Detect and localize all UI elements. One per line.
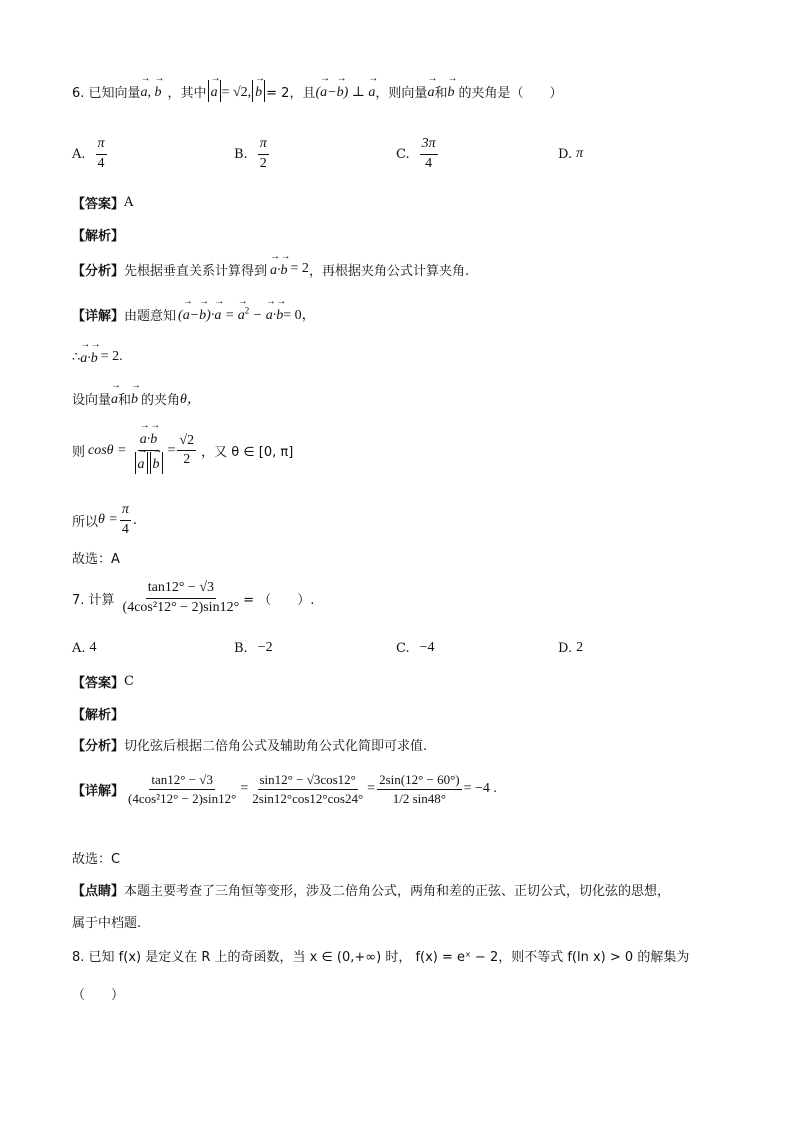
q6-set: 设向量 → a 和 → b 的夹角 θ， (72, 388, 201, 408)
q6-cond: → a = √2,→ b (207, 80, 267, 102)
q6-choose (72, 548, 120, 567)
option-label: A. (72, 146, 86, 162)
option-text: −2 (257, 640, 273, 655)
q8-paren-text: （ ） (72, 988, 125, 1003)
q6-cond-a: = √2, (221, 85, 252, 100)
frac-den: (4cos²12° − 2)sin12° (128, 790, 237, 806)
q6-fenxi: 【分析】 先根据垂直关系计算得到 → a·→ b = 2 ，再根据夹角公式计算夹角. (72, 259, 469, 279)
fenxi-tag: 【分析】 (72, 739, 125, 754)
fenxi-text: 切化弦后根据二倍角公式及辅助角公式化简即可求值. (124, 739, 428, 754)
option-text: 2 (576, 640, 584, 655)
detail-text: 由题意知 (124, 308, 177, 324)
q6-option-d (558, 146, 583, 162)
comment-text-2: 属于中档题. (72, 916, 142, 931)
frac-num: sin12° − √3cos12° (258, 772, 358, 790)
cos-tail: ，又 θ ∈ [0, π] (201, 445, 294, 461)
option-text: π (576, 146, 584, 161)
so-end: . (132, 512, 137, 528)
option-text: −4 (419, 640, 435, 655)
comment-tag: 【点睛】 (72, 884, 125, 899)
q7-option-b (234, 640, 273, 656)
q7-detail-frac2 (250, 772, 365, 806)
fenxi-eq: = 2 (290, 261, 309, 276)
q7-detail: 【详解】 $\frac{\tan 12^\circ - √3}{\text{(4cos²12° − 2)sin12°}}$ = $\frac{\sin 12^\circ - √3\cos 12^\circ}{2\sin 12^\circ\cos 12^\circ\cos 24^\circ}$ = $\frac{2\sin(12^\circ - 60^\circ)}{1/2 \sin 48^\circ}$ = −4 . (72, 772, 497, 806)
answer-value: C (124, 674, 134, 689)
so-num: π (120, 502, 131, 521)
q7-option-d (558, 640, 583, 656)
frac-half: 1/2 (392, 790, 410, 806)
q6-therefore: ∴ → a·→ b = 2. (72, 347, 123, 367)
option-label: C. (396, 146, 410, 162)
q7-detail-frac3 (377, 772, 462, 806)
q6-vectors: → a, → b (141, 81, 162, 101)
q6-option-c (396, 136, 440, 173)
frac-num: tan12° − √3 (149, 772, 215, 790)
q6-perp: ⊥ (351, 85, 365, 101)
frac-num: π (96, 136, 107, 155)
set-theta: θ， (180, 392, 201, 407)
q8-paren (72, 984, 124, 1003)
analysis-tag: 【解析】 (72, 229, 125, 244)
option-label: D. (558, 640, 573, 656)
q7-detail-frac1 (126, 772, 238, 806)
frac-num: π (258, 136, 269, 155)
frac-num: 2sin(12° − 60°) (377, 772, 462, 790)
q6-where: ，其中 (167, 85, 207, 101)
q6-so (72, 502, 137, 539)
q6-cos: 则 cosθ = → a·→ b → a→ b = $\frac{√2}{2}$ ，又 θ ∈ [0, π] (72, 428, 293, 474)
analysis-tag: 【解析】 (72, 708, 125, 723)
q7-fraction (121, 580, 242, 617)
set-and: 和 (118, 392, 132, 408)
q7-fenxi (72, 735, 427, 754)
option-label: C. (396, 640, 410, 656)
q6-cond-b: = 2，且 (266, 85, 316, 101)
set-text: 设向量 (72, 392, 112, 408)
answer-value: A (124, 195, 134, 210)
so-den: 4 (121, 521, 129, 537)
q7-num: tan12° − √3 (146, 580, 216, 599)
q6-option-a (72, 136, 109, 173)
cos-rhs-den: 2 (183, 452, 191, 468)
frac-den: sin48° (412, 790, 446, 806)
frac-den: 2sin12°cos12°cos24° (252, 790, 364, 806)
q6-tail1: ，则向量 (375, 85, 428, 101)
q7-option-c (396, 640, 435, 656)
detail-eq: = 0， (283, 308, 316, 323)
fenxi-tag: 【分析】 (72, 263, 125, 279)
q7-den: (4cos²12° − 2)sin12° (122, 599, 240, 615)
option-label: D. (558, 146, 573, 162)
q7-choose (72, 848, 120, 867)
q7-answer (72, 672, 134, 691)
q7-result: = −4 . (463, 781, 497, 797)
so-text: 所以 (72, 514, 99, 530)
option-label: B. (234, 146, 248, 162)
frac-den: 4 (425, 155, 433, 171)
q8-text: 8. 已知 f(x) 是定义在 R 上的奇函数，当 x ∈ (0,+∞) 时， f(x) = eˣ − 2，则不等式 f(ln x) > 0 的解集为 (72, 950, 690, 965)
choose-text: 故选：A (72, 552, 120, 567)
q6-option-b (234, 136, 271, 173)
then-text: 则 (72, 445, 86, 461)
q6-stem: 6. 已知向量 → a, → b ，其中 → a = √2,→ b = 2，且 (→ a−→ b) ⊥ → a ，则向量 → a 和 → b 的夹角是（ ） (72, 80, 562, 102)
frac-den: 2 (259, 155, 267, 171)
answer-tag: 【答案】 (72, 676, 125, 691)
detail-tag: 【详解】 (72, 308, 125, 324)
q7-tail: = （ ）. (243, 592, 315, 608)
q6-detail: 【详解】 由题意知 (→ a−→ b)·→ a = → $a^2$ − → a·→ b = 0， (72, 304, 316, 324)
q6-tail2: 的夹角是（ ） (458, 85, 563, 101)
option-text: 4 (89, 640, 97, 655)
set-text-2: 的夹角 (141, 392, 181, 408)
cos-rhs-num: √2 (177, 433, 196, 452)
cos-lhs: cosθ = (88, 442, 127, 458)
cos-fraction: → a·→ b → a→ b (132, 428, 166, 474)
choose-text: 故选：C (72, 852, 121, 867)
q7-analysis (72, 704, 124, 723)
fenxi-text: 先根据垂直关系计算得到 (124, 263, 268, 279)
q6-analysis (72, 225, 124, 244)
q6-prefix: 6. 已知向量 (72, 85, 141, 101)
frac-den: 4 (97, 155, 105, 171)
q7-option-a (72, 640, 97, 656)
answer-tag: 【答案】 (72, 197, 125, 212)
q7-stem (72, 580, 314, 617)
so-theta: θ = (98, 512, 118, 528)
detail-tag: 【详解】 (72, 783, 125, 799)
q7-comment (72, 880, 670, 899)
option-label: A. (72, 640, 86, 656)
comment-text: 本题主要考查了三角恒等变形，涉及二倍角公式，两角和差的正弦、正切公式，切化弦的思想， (124, 884, 671, 899)
q6-and: 和 (434, 85, 448, 101)
q8-stem (72, 946, 689, 965)
q7-prefix: 7. 计算 (72, 592, 115, 608)
q6-perp-expr: (→ a−→ b) ⊥ → a (315, 81, 375, 101)
frac-num: 3π (420, 136, 438, 155)
q6-answer (72, 193, 133, 212)
option-label: B. (234, 640, 248, 656)
therefore-sign: ∴ (72, 349, 81, 365)
therefore-eq: = 2. (100, 349, 123, 364)
fenxi-text-2: ，再根据夹角公式计算夹角. (308, 263, 470, 279)
q7-comment-2 (72, 912, 141, 931)
